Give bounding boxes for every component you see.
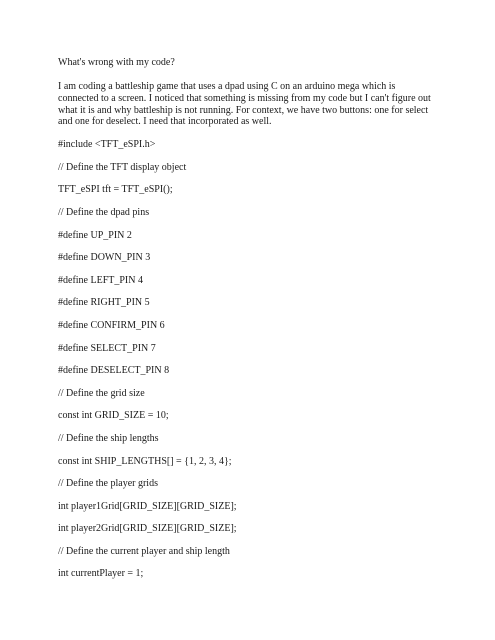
code-line-grid-size: const int GRID_SIZE = 10;: [58, 410, 169, 422]
code-line-comment-tft: // Define the TFT display object: [58, 161, 187, 173]
document-content: [58, 56, 438, 591]
code-line-comment-dpad: // Define the dpad pins: [58, 206, 150, 218]
code-line-tft-object: TFT_eSPI tft = TFT_eSPI();: [58, 184, 173, 196]
code-line-up-pin: #define UP_PIN 2: [58, 229, 132, 241]
code-line-current-player: int currentPlayer = 1;: [58, 568, 144, 580]
code-line-player2-grid: int player2Grid[GRID_SIZE][GRID_SIZE];: [58, 523, 237, 535]
question-title: What's wrong with my code?: [58, 57, 175, 68]
code-block: [58, 139, 438, 580]
code-line-down-pin: #define DOWN_PIN 3: [58, 252, 151, 264]
code-line-comment-current-player: // Define the current player and ship length: [58, 545, 230, 557]
code-line-comment-grid-size: // Define the grid size: [58, 387, 145, 399]
code-line-comment-ship-lengths: // Define the ship lengths: [58, 432, 159, 444]
code-line-right-pin: #define RIGHT_PIN 5: [58, 297, 150, 309]
code-line-include: #include <TFT_eSPI.h>: [58, 139, 156, 151]
code-line-confirm-pin: #define CONFIRM_PIN 6: [58, 319, 165, 331]
code-line-player1-grid: int player1Grid[GRID_SIZE][GRID_SIZE];: [58, 500, 237, 512]
code-line-ship-lengths: const int SHIP_LENGTHS[] = {1, 2, 3, 4};: [58, 455, 232, 467]
code-line-select-pin: #define SELECT_PIN 7: [58, 342, 156, 354]
code-line-left-pin: #define LEFT_PIN 4: [58, 274, 143, 286]
code-line-deselect-pin: #define DESELECT_PIN 8: [58, 365, 170, 377]
code-line-comment-player-grids: // Define the player grids: [58, 478, 158, 490]
question-intro: I am coding a battleship game that uses a dpad using C on an arduino mega which is connected to a screen. I noticed that something is missing from my code but I can't figure out what it is and why battleship is not running. For context, we have two buttons: one for select and one for deselect. I need that incorporated as well.: [58, 81, 431, 128]
